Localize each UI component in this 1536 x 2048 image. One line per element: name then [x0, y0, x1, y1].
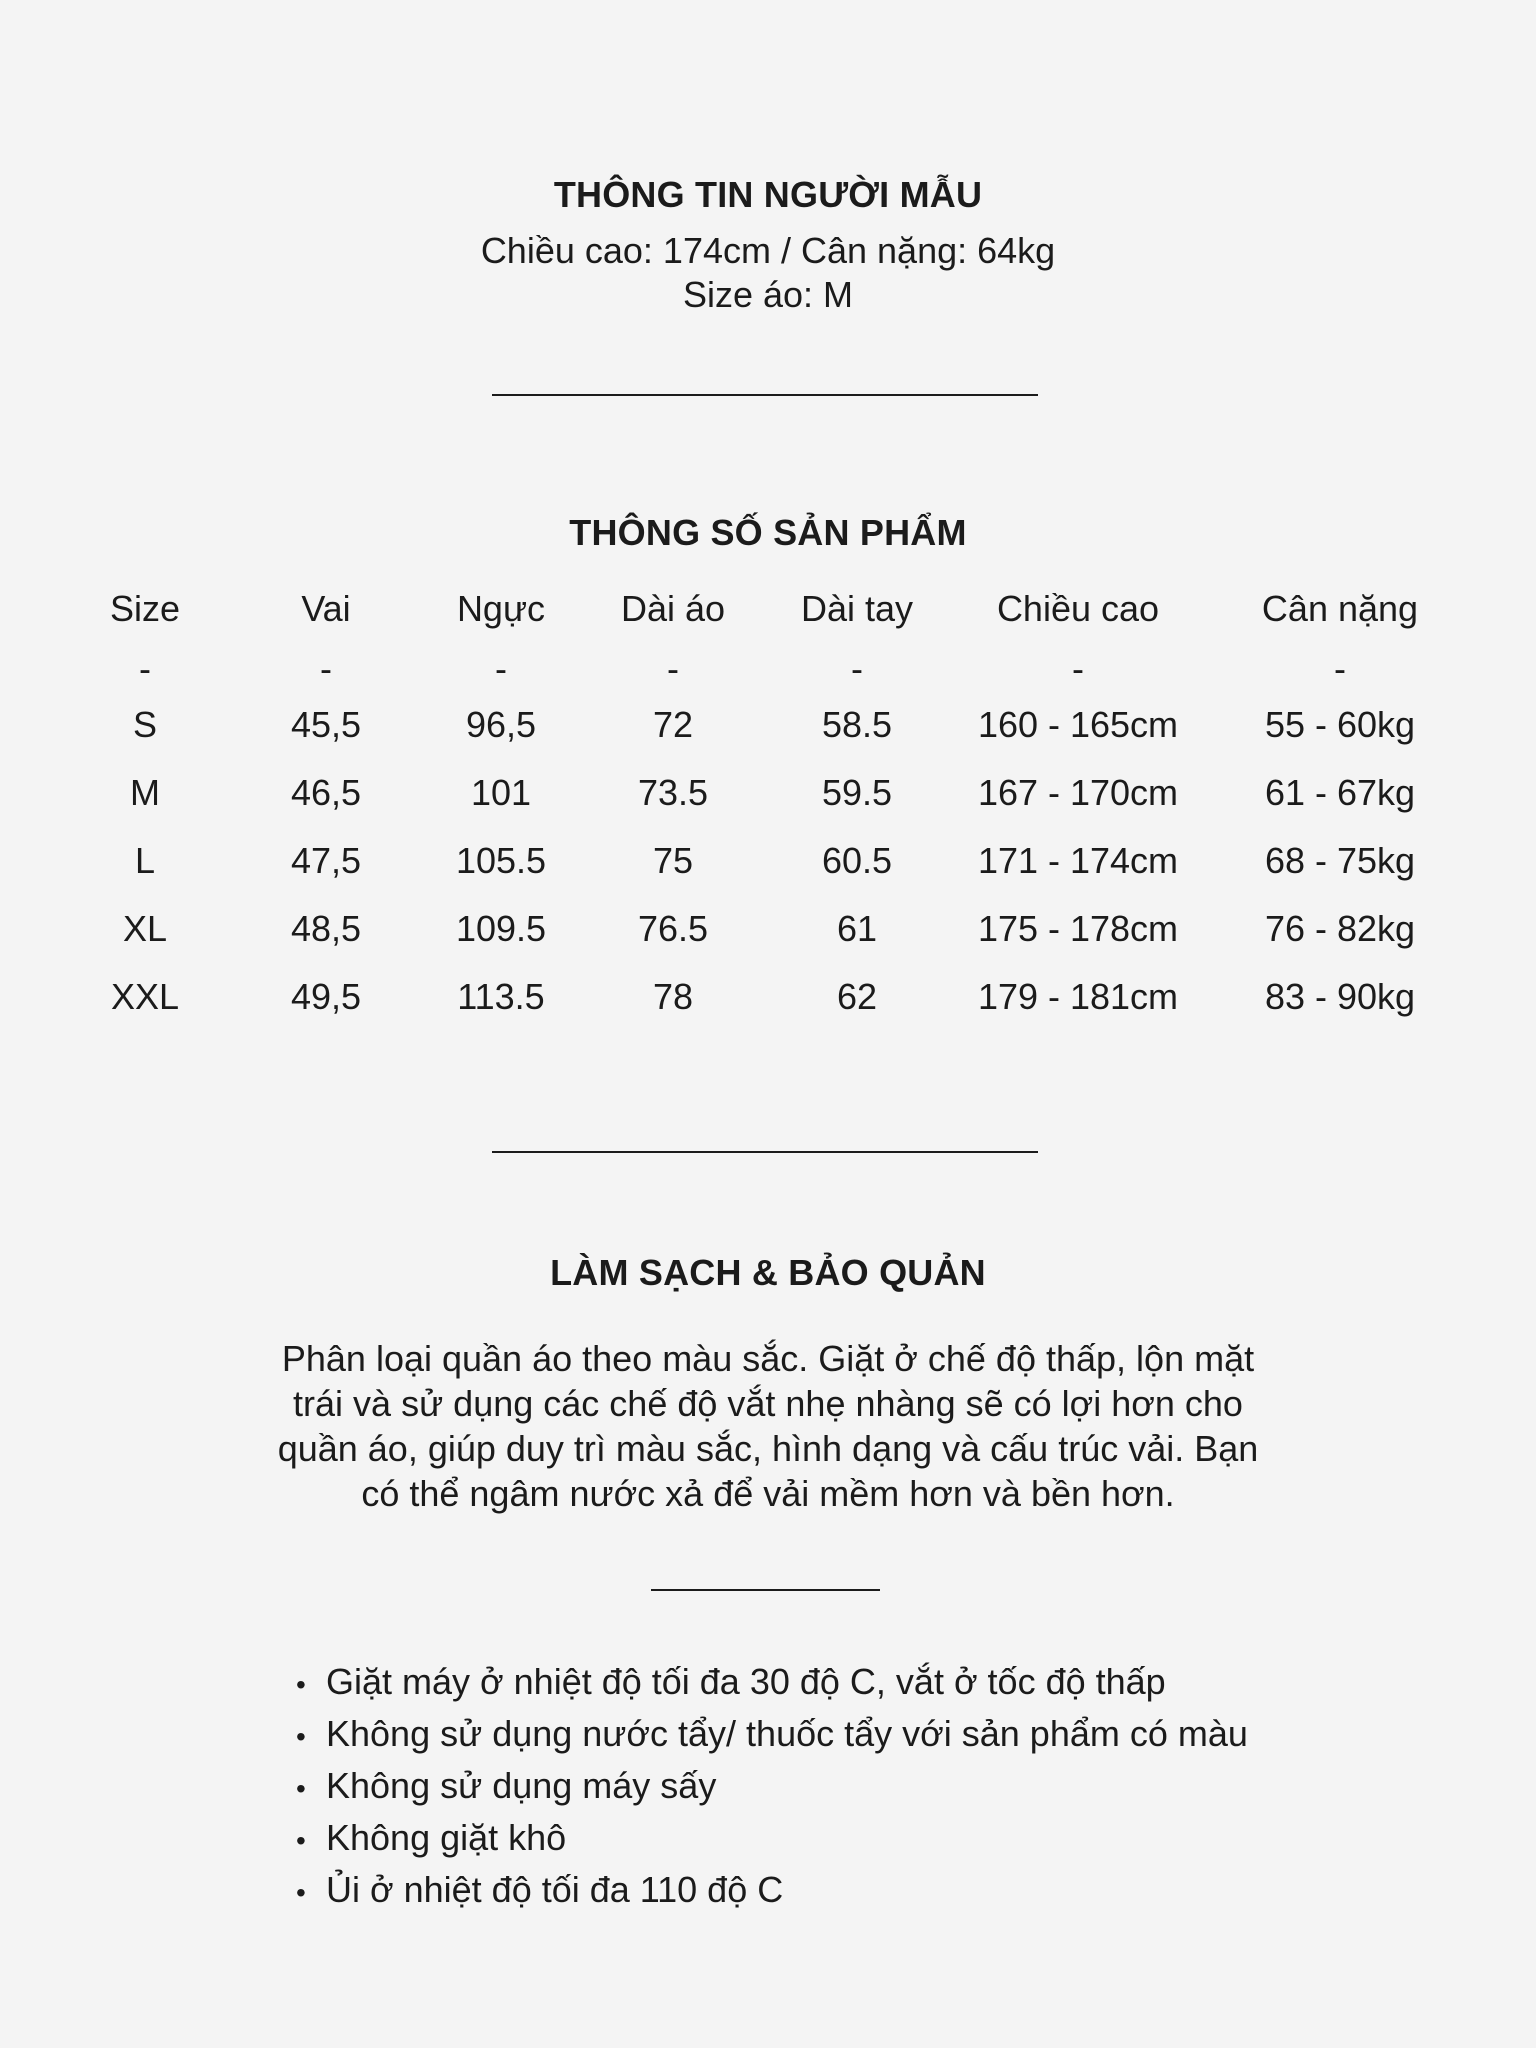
- divider-2: [492, 1151, 1038, 1153]
- table-cell: S: [132, 704, 157, 745]
- dash-separator: -: [139, 648, 151, 689]
- table-cell: 48,5: [290, 908, 362, 949]
- table-cell: XL: [122, 908, 168, 949]
- dash-separator: -: [1334, 648, 1346, 689]
- table-cell: 47,5: [290, 840, 362, 881]
- care-description-line: Phân loại quần áo theo màu sắc. Giặt ở chế độ thấp, lộn mặt: [281, 1338, 1255, 1379]
- table-row: [56, 908, 1480, 976]
- table-cell: 60.5: [821, 840, 893, 881]
- table-cell: 55 - 60kg: [1264, 704, 1416, 745]
- table-cell: 76.5: [637, 908, 709, 949]
- table-cell: 73.5: [637, 772, 709, 813]
- instruction-text: Không giặt khô: [326, 1817, 567, 1858]
- bullet-icon: •: [296, 1877, 306, 1908]
- dash-separator: -: [320, 648, 332, 689]
- table-cell: 75: [652, 840, 694, 881]
- care-description-line: có thể ngâm nước xả để vải mềm hơn và bền hơn.: [361, 1473, 1175, 1514]
- table-cell: XXL: [110, 976, 180, 1017]
- list-item: [296, 1708, 1248, 1760]
- list-item: [296, 1812, 1248, 1864]
- care-description-line: trái và sử dụng các chế độ vắt nhẹ nhàng sẽ có lợi hơn cho: [293, 1383, 1243, 1424]
- table-row: [56, 772, 1480, 840]
- bullet-icon: •: [296, 1825, 306, 1856]
- table-cell: 49,5: [290, 976, 362, 1017]
- table-cell: 59.5: [821, 772, 893, 813]
- care-description: [0, 1336, 1536, 1516]
- table-cell: 179 - 181cm: [977, 976, 1179, 1017]
- dash-separator: -: [1072, 648, 1084, 689]
- list-item: [296, 1760, 1248, 1812]
- product-specs-title: THÔNG SỐ SẢN PHẨM: [569, 512, 967, 553]
- table-row: [56, 704, 1480, 772]
- instruction-text: Không sử dụng nước tẩy/ thuốc tẩy với sản phẩm có màu: [326, 1713, 1248, 1754]
- table-cell: 175 - 178cm: [977, 908, 1179, 949]
- care-description-line: quần áo, giúp duy trì màu sắc, hình dạng và cấu trúc vải. Bạn: [277, 1428, 1259, 1469]
- column-header: Size: [109, 588, 181, 629]
- care-title: LÀM SẠCH & BẢO QUẢN: [550, 1252, 986, 1293]
- table-cell: 167 - 170cm: [977, 772, 1179, 813]
- size-table: [56, 588, 1480, 1044]
- table-cell: L: [134, 840, 156, 881]
- table-cell: 109.5: [455, 908, 547, 949]
- dash-separator: -: [851, 648, 863, 689]
- column-header: Dài áo: [620, 588, 726, 629]
- table-dash-row: [56, 648, 1480, 704]
- table-cell: 171 - 174cm: [977, 840, 1179, 881]
- table-cell: 76 - 82kg: [1264, 908, 1416, 949]
- column-header: Ngực: [456, 588, 546, 629]
- table-cell: 45,5: [290, 704, 362, 745]
- column-header: Chiều cao: [996, 588, 1160, 629]
- table-cell: 78: [652, 976, 694, 1017]
- instruction-text: Giặt máy ở nhiệt độ tối đa 30 độ C, vắt ở tốc độ thấp: [326, 1661, 1166, 1702]
- column-header: Cân nặng: [1261, 588, 1419, 629]
- instruction-text: Không sử dụng máy sấy: [326, 1765, 717, 1806]
- column-header: Vai: [301, 588, 351, 629]
- instruction-text: Ủi ở nhiệt độ tối đa 110 độ C: [326, 1869, 784, 1910]
- table-header-row: [56, 588, 1480, 648]
- dash-separator: -: [495, 648, 507, 689]
- model-size: Size áo: M: [682, 274, 854, 315]
- bullet-icon: •: [296, 1773, 306, 1804]
- table-cell: 101: [470, 772, 532, 813]
- table-cell: 160 - 165cm: [977, 704, 1179, 745]
- table-cell: 105.5: [455, 840, 547, 881]
- bullet-icon: •: [296, 1669, 306, 1700]
- table-cell: 83 - 90kg: [1264, 976, 1416, 1017]
- divider-1: [492, 394, 1038, 396]
- table-row: [56, 840, 1480, 908]
- care-instructions-list: [296, 1656, 1248, 1916]
- table-cell: 61 - 67kg: [1264, 772, 1416, 813]
- divider-3: [651, 1589, 880, 1591]
- table-cell: 68 - 75kg: [1264, 840, 1416, 881]
- list-item: [296, 1656, 1248, 1708]
- table-cell: 72: [652, 704, 694, 745]
- table-cell: 96,5: [465, 704, 537, 745]
- dash-separator: -: [667, 648, 679, 689]
- table-row: [56, 976, 1480, 1044]
- list-item: [296, 1864, 1248, 1916]
- table-cell: 61: [836, 908, 878, 949]
- bullet-icon: •: [296, 1721, 306, 1752]
- table-cell: 58.5: [821, 704, 893, 745]
- model-info-title: THÔNG TIN NGƯỜI MẪU: [553, 174, 983, 215]
- model-measurements: Chiều cao: 174cm / Cân nặng: 64kg: [480, 230, 1056, 271]
- table-cell: 62: [836, 976, 878, 1017]
- column-header: Dài tay: [800, 588, 914, 629]
- table-cell: 113.5: [457, 976, 545, 1017]
- table-cell: 46,5: [290, 772, 362, 813]
- table-cell: M: [130, 772, 160, 813]
